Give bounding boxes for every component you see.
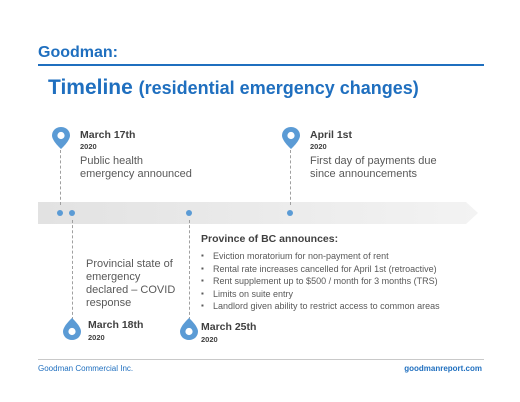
event-desc-march17	[80, 155, 192, 181]
event-year-march25: 2020	[201, 335, 218, 344]
location-pin-icon	[63, 318, 81, 340]
location-pin-icon	[180, 318, 198, 340]
location-pin-icon	[282, 127, 300, 149]
event-desc-march18	[86, 258, 175, 310]
header-divider	[38, 64, 484, 66]
event-date-april1: April 1st	[310, 129, 353, 141]
brand-logo-text: Goodman:	[38, 44, 118, 61]
connector-march25	[189, 220, 190, 320]
page-title-sub: (residential emergency changes)	[138, 78, 419, 98]
event-date-march17: March 17th	[80, 129, 136, 141]
list-item: ▪ Rental rate increases cancelled for April 1st (retroactive)	[201, 263, 440, 276]
list-item: ▪ Limits on suite entry	[201, 288, 440, 301]
event-year-march18: 2020	[88, 333, 105, 342]
footer-company: Goodman Commercial Inc.	[38, 364, 134, 373]
event-desc-line: Provincial state of	[86, 258, 173, 270]
connector-april1	[290, 150, 291, 205]
event-desc-april1	[310, 155, 437, 181]
province-bullet-list	[201, 250, 440, 313]
location-pin-icon	[52, 127, 70, 149]
list-item: ▪ Rent supplement up to $500 / month for 3 months (TRS)	[201, 275, 440, 288]
event-desc-line: First day of payments due	[310, 155, 437, 167]
timeline-dot-march25	[186, 210, 192, 216]
page-title	[48, 76, 419, 100]
connector-march18	[72, 220, 73, 320]
timeline-dot-april1	[287, 210, 293, 216]
event-desc-line: Public health	[80, 155, 143, 167]
connector-march17	[60, 150, 61, 205]
event-desc-line: declared – COVID	[86, 284, 176, 296]
event-date-march18: March 18th	[88, 319, 144, 331]
event-date-march25: March 25th	[201, 321, 257, 333]
list-item: ▪ Eviction moratorium for non-payment of rent	[201, 250, 440, 263]
event-year-april1: 2020	[310, 142, 327, 151]
timeline-arrow	[38, 202, 478, 224]
timeline-dot-march18	[69, 210, 75, 216]
page-title-main: Timeline	[48, 76, 133, 99]
event-desc-line: emergency announced	[80, 168, 192, 180]
event-desc-line: since announcements	[310, 168, 418, 180]
timeline-dot-march17	[57, 210, 63, 216]
event-year-march17: 2020	[80, 142, 97, 151]
province-heading: Province of BC announces:	[201, 233, 339, 245]
footer-website-link[interactable]: goodmanreport.com	[404, 364, 482, 373]
footer-divider	[38, 359, 484, 360]
event-desc-line: emergency	[86, 271, 141, 283]
list-item: ▪ Landlord given ability to restrict access to common areas	[201, 300, 440, 313]
event-desc-line: response	[86, 297, 132, 309]
